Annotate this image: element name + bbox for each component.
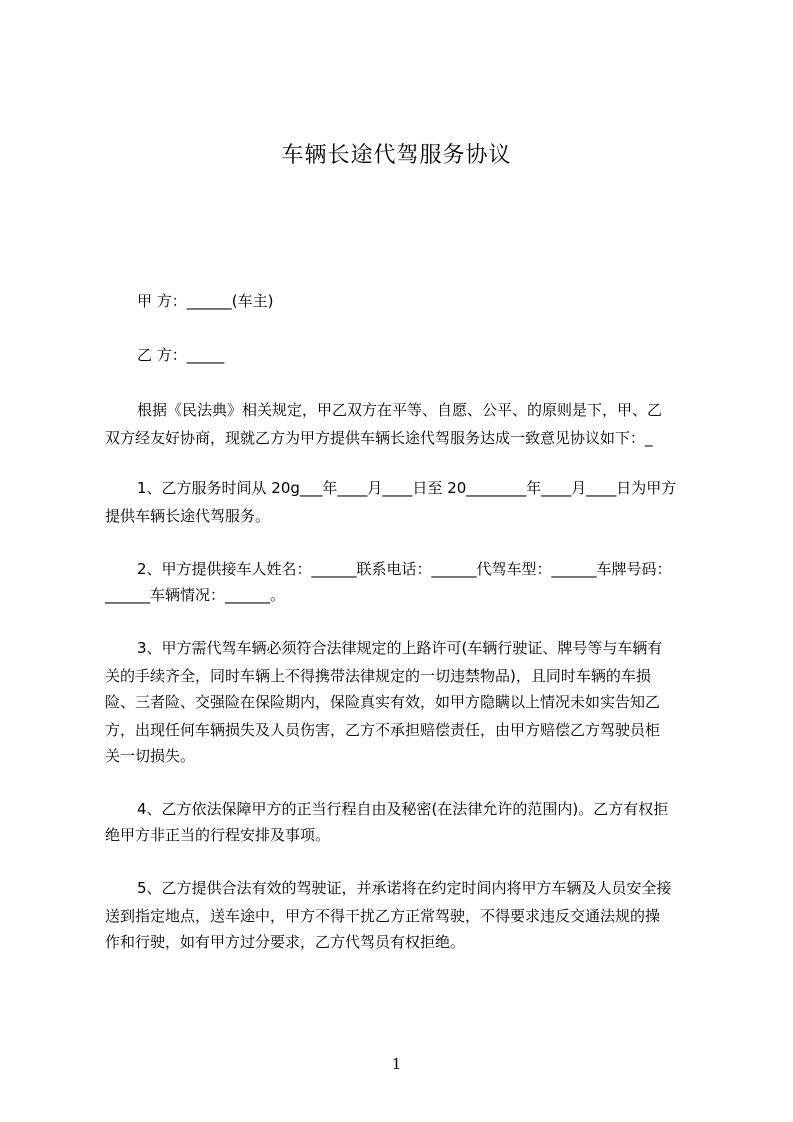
paragraph-line: 绝甲方非正当的行程安排及事项。 [105, 826, 331, 844]
paragraph-line: 关的手续齐全，同时车辆上不得携带法律规定的一切违禁物品)，且同时车辆的车损 [105, 667, 651, 685]
paragraph-line: 4、乙方依法保障甲方的正当行程自由及秘密(在法律允许的范围内)。乙方有权拒 [137, 800, 669, 818]
party-a-line: 甲 方：______(车主) [137, 292, 274, 310]
paragraph-line: 方，出现任何车辆损失及人员伤害，乙方不承担赔偿责任，由甲方赔偿乙方驾驶员柜 [105, 721, 661, 739]
paragraph-line: 送到指定地点，送车途中，甲方不得干扰乙方正常驾驶，不得要求违反交通法规的操 [105, 907, 661, 925]
paragraph-line: 作和行驶，如有甲方过分要求，乙方代驾员有权拒绝。 [105, 933, 466, 951]
paragraph-line: 2、甲方提供接车人姓名：______联系电话：______代驾车型：______车牌号码： [137, 560, 672, 578]
paragraph-line: 险、三者险、交强险在保险期内，保险真实有效，如甲方隐瞒以上情况未如实告知乙 [105, 693, 661, 711]
paragraph-line: 3、甲方需代驾车辆必须符合法律规定的上路许可(车辆行驶证、牌号等与车辆有 [137, 639, 663, 657]
paragraph-line: 5、乙方提供合法有效的驾驶证，并承诺将在约定时间内将甲方车辆及人员安全接 [137, 879, 672, 897]
page-number: 1 [391, 1055, 402, 1073]
paragraph-line: ______车辆情况：______。 [105, 586, 286, 604]
paragraph-line: 根据《民法典》相关规定，甲乙双方在平等、自愿、公平、的原则是下，甲、乙 [137, 401, 663, 419]
document-title: 车辆长途代驾服务协议 [281, 143, 512, 168]
paragraph-line: 1、乙方服务时间从 20g___年____月____日至 20________年____月____日为甲方 [137, 479, 677, 497]
paragraph-line: 双方经友好协商，现就乙方为甲方提供车辆长途代驾服务达成一致意见协议如下：_ [105, 429, 653, 447]
paragraph-line: 提供车辆长途代驾服务。 [105, 507, 271, 525]
paragraph-line: 关一切损失。 [105, 747, 196, 765]
party-b-line: 乙 方：_____ [137, 346, 225, 364]
